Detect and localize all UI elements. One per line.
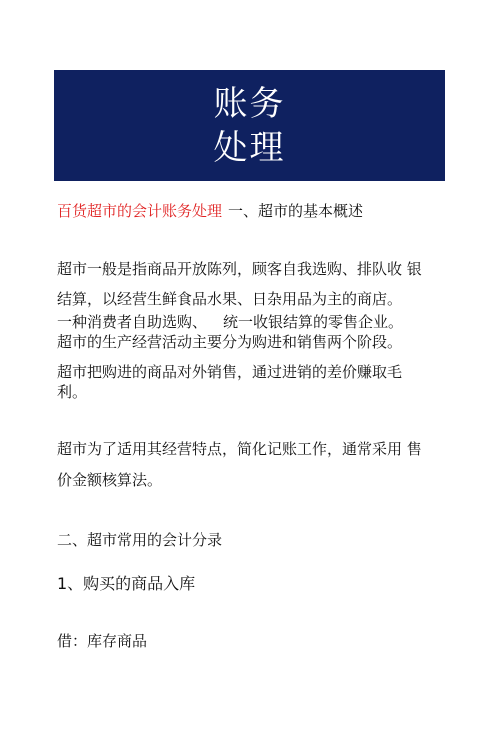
debit-line: 借：库存商品 — [57, 632, 148, 650]
title-line-2: 处理 — [213, 127, 286, 168]
paragraph-1-line-3-part-a: 一种消费者自助选购、 — [57, 313, 208, 331]
doc-heading-red: 百货超市的会计账务处理 — [57, 202, 223, 220]
paragraph-1-line-3 — [57, 311, 457, 332]
heading-row — [57, 200, 363, 221]
paragraph-1-line-3-part-b: 统一收银结算的零售企业。 — [223, 313, 404, 331]
paragraph-3-line-1: 超市为了适用其经营特点，简化记账工作，通常采用 售 — [57, 440, 422, 458]
paragraph-1-line-1: 超市一般是指商品开放陈列，顾客自我选购、排队收 银 — [57, 260, 422, 278]
paragraph-3-line-2: 价金额核算法。 — [57, 471, 163, 489]
title-line-1: 账务 — [213, 83, 286, 124]
section-heading-entries: 二、超市常用的会计分录 — [57, 531, 223, 549]
section-heading-overview: 一、超市的基本概述 — [228, 202, 364, 220]
title-banner — [54, 70, 445, 181]
paragraph-1-line-2: 结算，以经营生鲜食品水果、日杂用品为主的商店。 — [57, 290, 403, 308]
paragraph-1-line-4: 超市的生产经营活动主要分为购进和销售两个阶段。 — [57, 333, 403, 351]
subsection-heading-purchase: 1、购买的商品入库 — [57, 574, 196, 593]
paragraph-2: 超市把购进的商品对外销售，通过进销的差价赚取毛利。 — [57, 363, 403, 401]
